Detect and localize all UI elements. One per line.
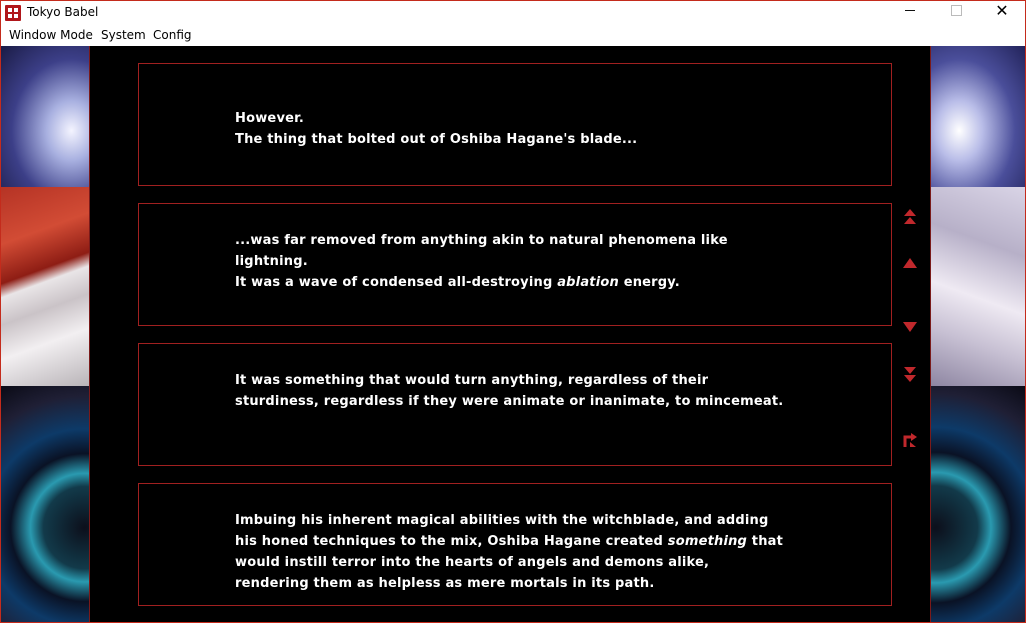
entry-line: lightning. — [235, 254, 308, 269]
minimize-icon — [905, 10, 915, 11]
entry-line — [235, 272, 795, 293]
entry-line: Imbuing his inherent magical abilities with the witchblade, and adding — [235, 513, 769, 528]
minimize-button[interactable] — [887, 1, 933, 26]
entry-line-part: that — [747, 534, 784, 549]
backlog-entry[interactable] — [138, 343, 892, 466]
maximize-button[interactable] — [933, 1, 979, 26]
app-icon — [5, 5, 21, 21]
scroll-top-icon — [902, 208, 918, 226]
backlog-entry[interactable] — [138, 203, 892, 326]
entry-line-part: It was a wave of condensed all-destroying — [235, 275, 558, 290]
menu-window-mode[interactable]: Window Mode — [9, 28, 93, 42]
entry-line-emphasis: ablation — [557, 275, 619, 290]
entry-line: ...was far removed from anything akin to natural phenomena like — [235, 233, 728, 248]
bg-art-tile — [1, 187, 89, 386]
entry-line-emphasis: something — [667, 534, 748, 549]
scroll-bottom-button[interactable] — [902, 366, 918, 382]
entry-line: However. — [235, 111, 305, 126]
entry-line: sturdiness, regardless if they were animate or inanimate, to mincemeat. — [235, 394, 784, 409]
entry-line: would instill terror into the hearts of angels and demons alike, — [235, 555, 710, 570]
entry-line-part: his honed techniques to the mix, Oshiba Hagane created — [235, 534, 668, 549]
menu-system[interactable]: System — [101, 28, 146, 42]
right-background-art — [931, 46, 1025, 622]
maximize-icon — [951, 5, 962, 16]
scroll-up-icon — [902, 256, 918, 270]
bg-art-tile — [1, 46, 89, 187]
scroll-down-button[interactable] — [902, 320, 918, 336]
close-button[interactable] — [979, 1, 1025, 26]
scroll-top-button[interactable] — [902, 208, 918, 224]
entry-line: The thing that bolted out of Oshiba Hagane's blade... — [235, 132, 638, 147]
backlog-entry[interactable] — [138, 483, 892, 606]
entry-line-part: energy. — [618, 275, 680, 290]
close-icon: ✕ — [995, 0, 1009, 20]
scroll-down-icon — [902, 320, 918, 334]
backlog-panel — [89, 46, 931, 622]
menu-bar — [1, 26, 1025, 46]
backlog-entry[interactable] — [138, 63, 892, 186]
bg-art-tile — [931, 187, 1025, 386]
bg-art-tile — [1, 386, 89, 622]
entry-line: It was something that would turn anything, regardless of their — [235, 373, 709, 388]
bg-art-tile — [931, 386, 1025, 622]
return-icon — [902, 432, 918, 448]
left-background-art — [1, 46, 89, 622]
game-viewport — [1, 46, 1025, 622]
title-bar[interactable] — [1, 1, 1025, 26]
scroll-bottom-icon — [902, 366, 918, 384]
menu-config[interactable]: Config — [153, 28, 192, 42]
bg-art-tile — [931, 46, 1025, 187]
window-title: Tokyo Babel — [27, 5, 99, 19]
entry-text — [235, 370, 835, 412]
entry-line — [235, 531, 835, 552]
entry-text — [235, 230, 795, 293]
entry-text — [235, 108, 795, 150]
entry-line: rendering them as helpless as mere mortals in its path. — [235, 576, 655, 591]
scroll-up-button[interactable] — [902, 256, 918, 272]
return-button[interactable] — [902, 432, 918, 448]
entry-text — [235, 510, 835, 594]
